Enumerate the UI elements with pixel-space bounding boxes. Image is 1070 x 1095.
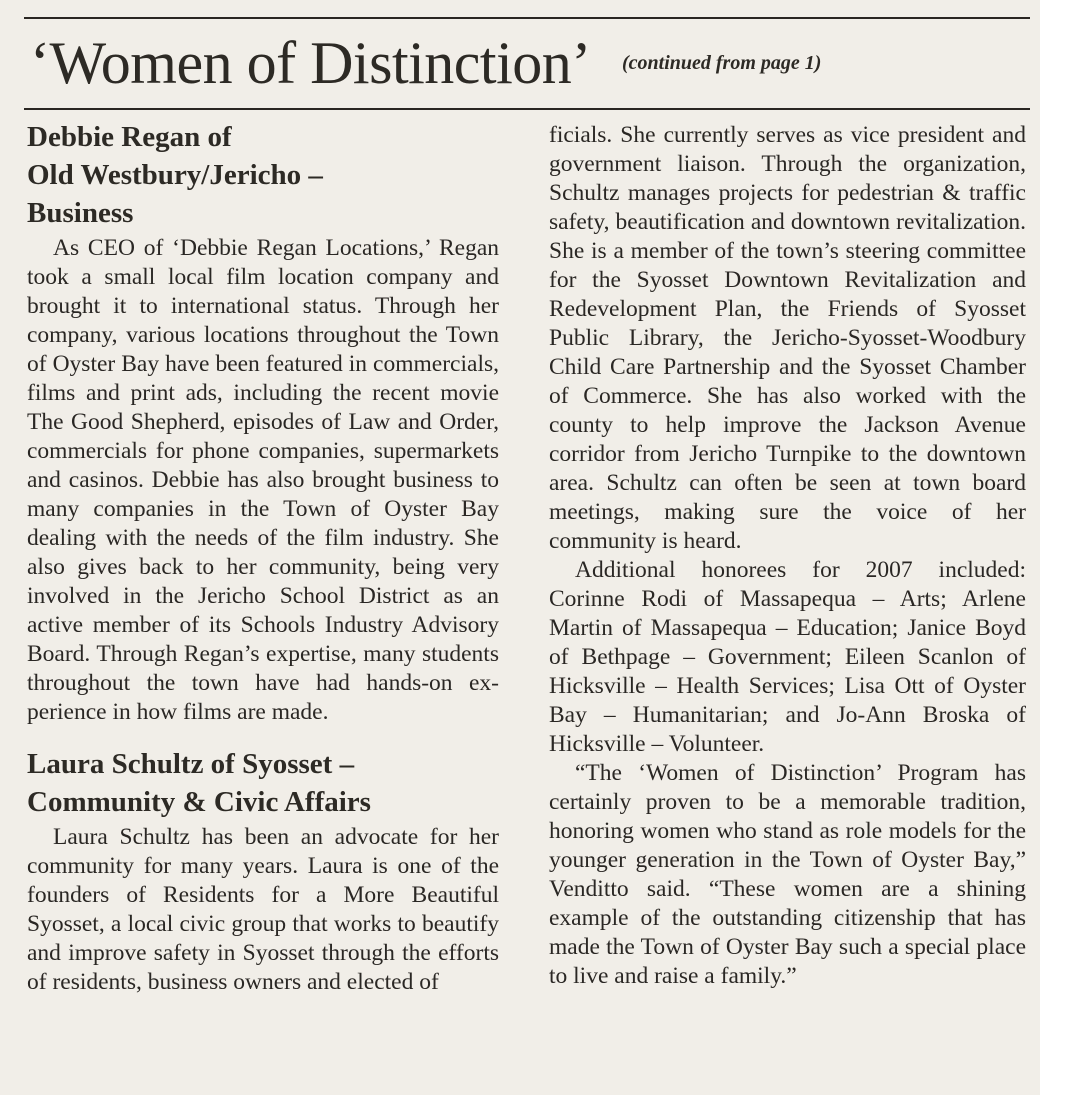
heading-line: Debbie Regan of xyxy=(27,121,232,153)
heading-line: Community & Civic Affairs xyxy=(27,786,371,818)
paragraph-laura-schultz: Laura Schultz has been an advocate for her community for many years. Laura is one of the founders of Residents for a More Beautiful Syosset, a local civic group that works to beautify and improve safety in Syosset through the efforts of residents, business owners and elected of xyxy=(27,824,499,995)
paragraph-honorees: Additional honorees for 2007 included: Corinne Rodi of Massapequa – Arts; Arlene Martin of Massapequa – Education; Janice Boyd of Bethpage – Government; Eileen Scanlon of Hicksville – Health Services; Lisa Ott of Oyster Bay – Humanitarian; and Jo-Ann Broska of Hicksville – Volunteer. xyxy=(549,557,1026,757)
column-right xyxy=(549,121,1026,991)
heading-line: Old Westbury/Jericho – xyxy=(27,159,323,191)
heading-line: Laura Schultz of Syosset – xyxy=(27,748,355,780)
headline-rule xyxy=(24,108,1030,110)
continued-note: (continued from page 1) xyxy=(622,52,822,74)
section-heading-debbie-regan xyxy=(27,118,499,232)
top-rule xyxy=(24,17,1030,19)
column-left xyxy=(27,118,499,997)
heading-line: Business xyxy=(27,197,134,229)
section-heading-laura-schultz xyxy=(27,745,499,821)
paragraph-continuation: ficials. She currently serves as vice president and government liaison. Through the organization, Schultz manages projects for pedestrian & traffic safety, beautification and downtown revitalization. She is a member of the town’s steering committee for the Syosset Downtown Revitalization and Redevelopment Plan, the Friends of Syosset Public Library, the Jericho-Syosset-Woodbury Child Care Partnership and the Syosset Chamber of Commerce. She has also worked with the county to help improve the Jackson Avenue corridor from Jericho Turnpike to the downtown area. Schultz can often be seen at town board meetings, making sure the voice of her community is heard. xyxy=(549,122,1026,554)
paragraph-quote: “The ‘Women of Distinction’ Program has certainly proven to be a memorable tradition, honoring women who stand as role models for the younger generation in the Town of Oyster Bay,” Venditto said. “These women are a shining example of the outstanding citizenship that has made the Town of Oyster Bay such a special place to live and raise a family.” xyxy=(549,760,1026,989)
headline: ‘Women of Distinction’ xyxy=(30,30,591,96)
paragraph-debbie-regan: As CEO of ‘Debbie Regan Locations,’ Regan took a small local film location company and brought it to international status. Through her company, various locations throughout the Town of Oyster Bay have been featured in commercials, films and print ads, including the recent movie The Good Shepherd, episodes of Law and Order, commercials for phone companies, supermarkets and casinos. Debbie has also brought business to many companies in the Town of Oyster Bay dealing with the needs of the film industry. She also gives back to her community, being very involved in the Jericho School District as an active member of its Schools Industry Advisory Board. Through Regan’s expertise, many students throughout the town have had hands-on experience in how films are made. xyxy=(27,235,499,725)
